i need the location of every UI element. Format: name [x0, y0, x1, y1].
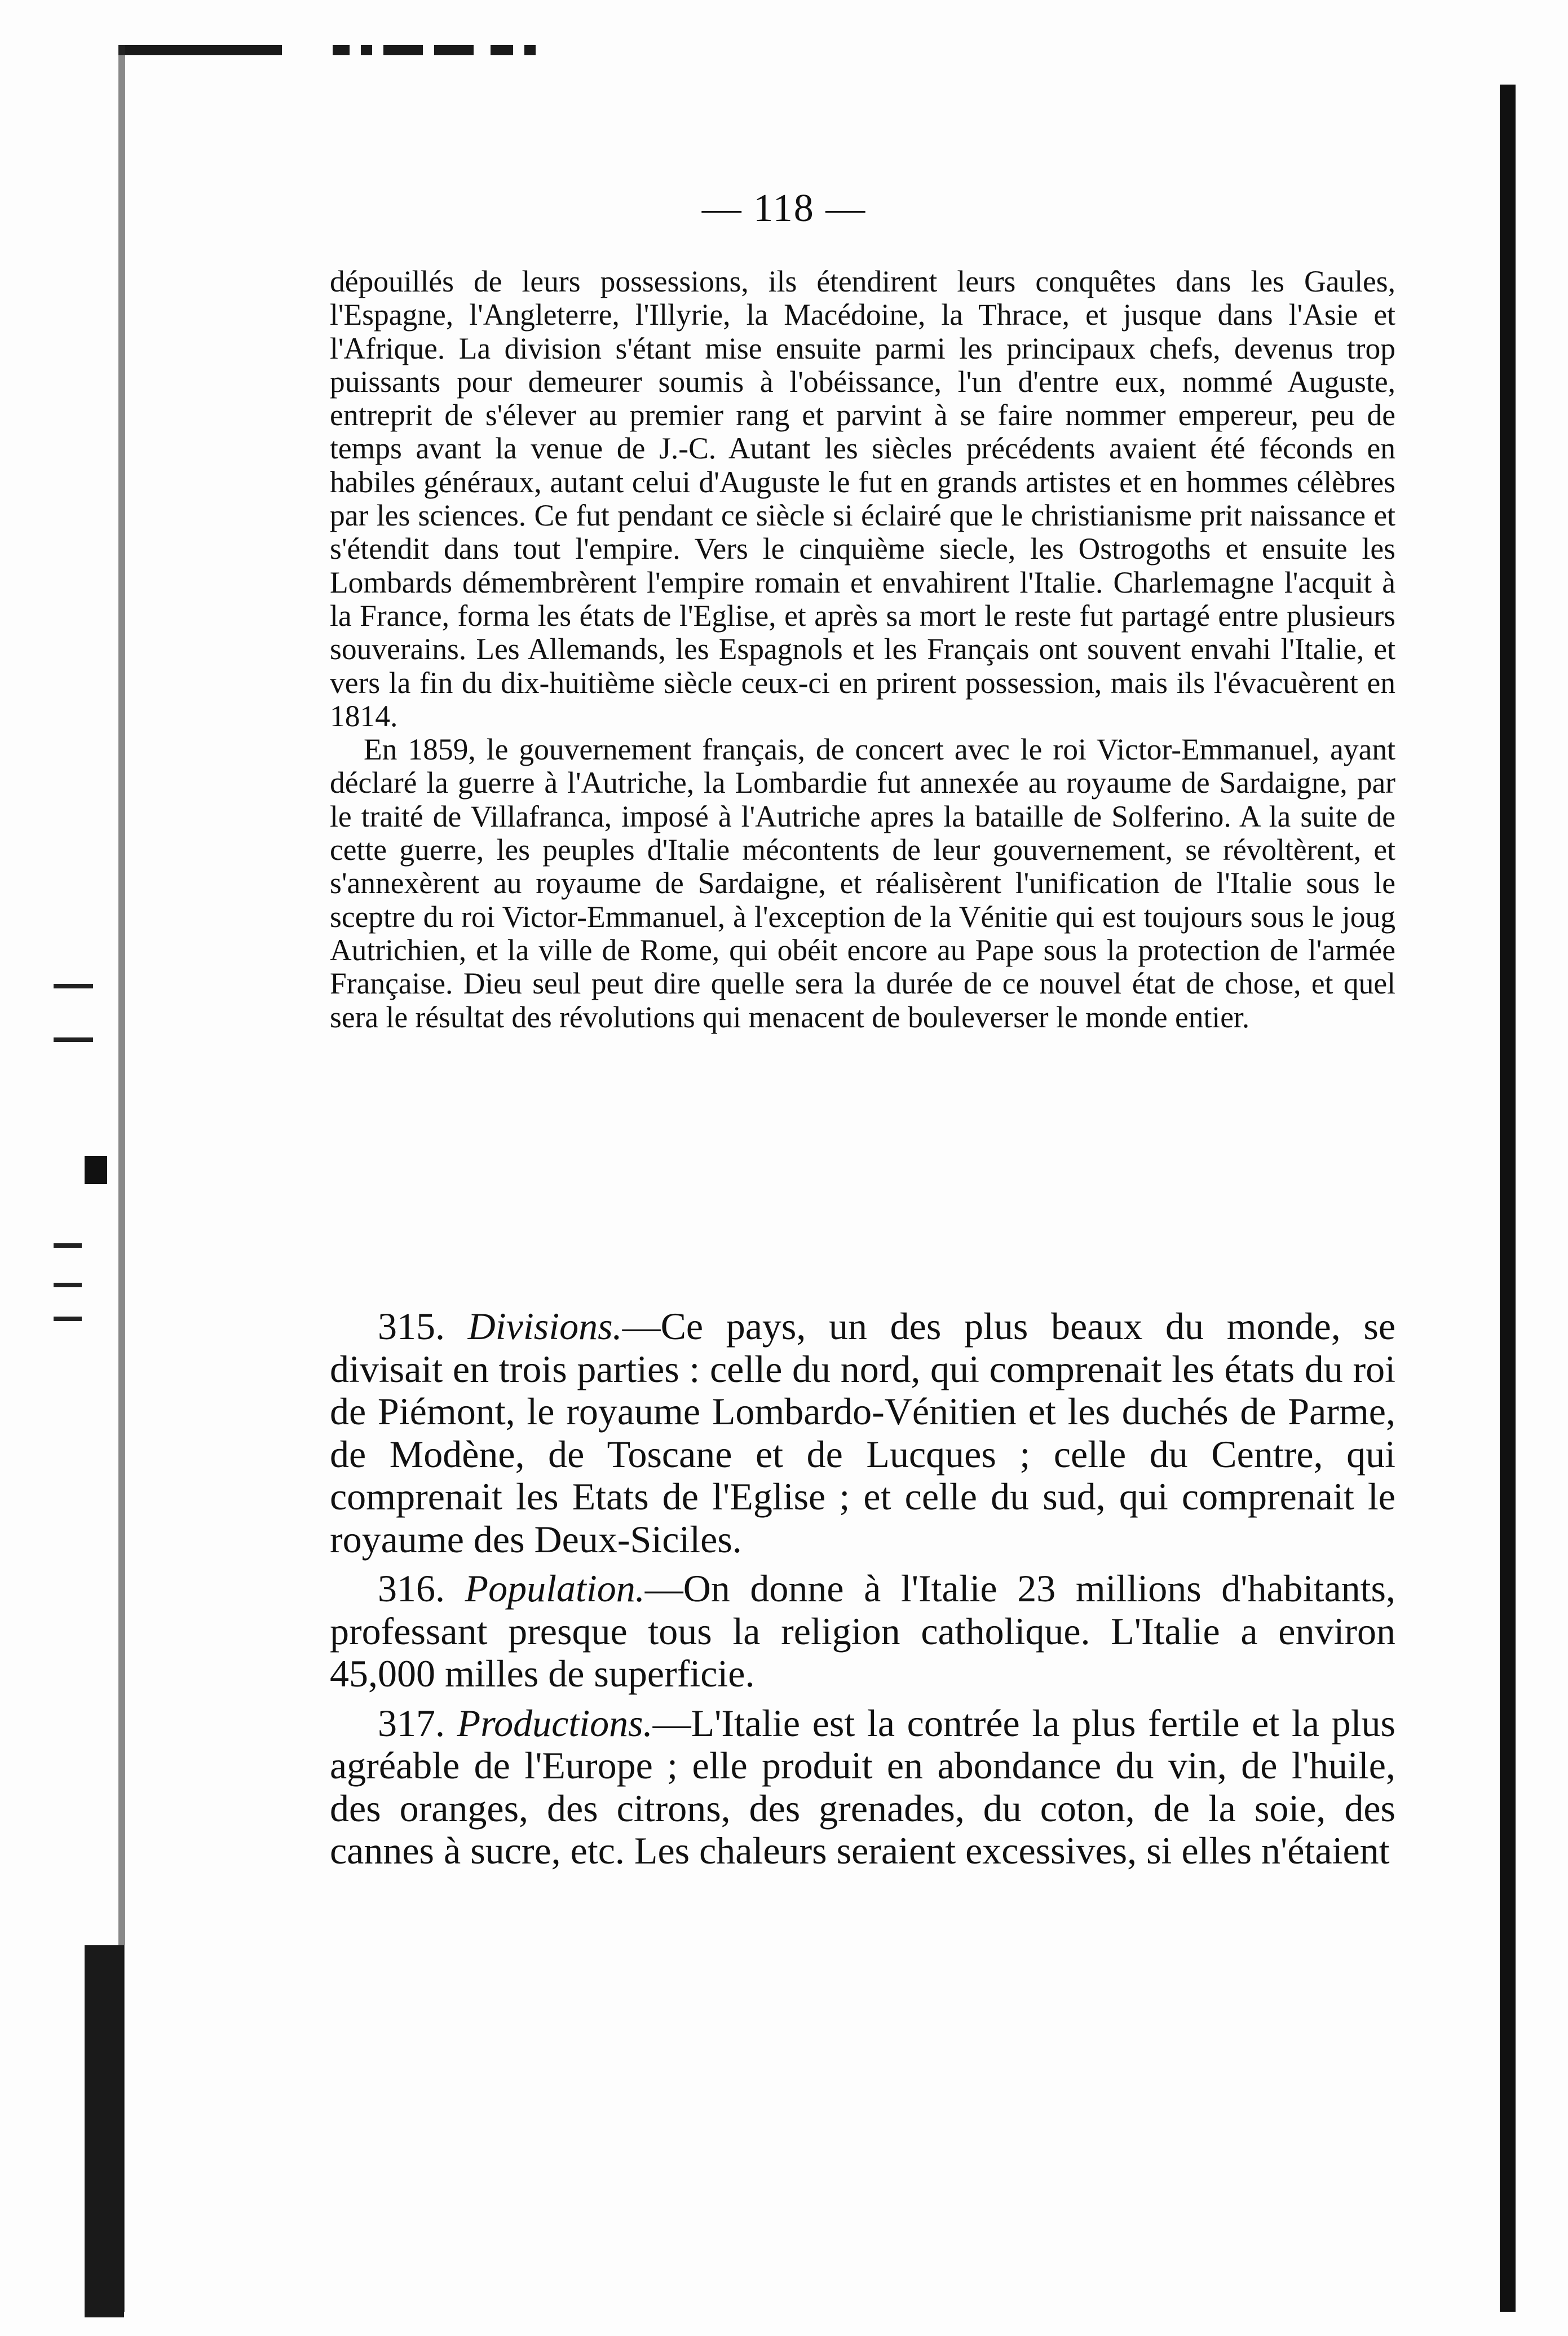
section-text: —On donne à l'Italie 23 millions d'habitants, professant presque tous la religion catholique. L'Italie a environ 45,000 milles de superficie. [330, 1567, 1396, 1695]
scan-top-mark [434, 45, 474, 55]
scan-left-block [85, 1156, 107, 1184]
section-number: 315. [378, 1305, 445, 1348]
section-316 [330, 1567, 1395, 1695]
scan-top-mark [361, 45, 372, 55]
numbered-sections [330, 1305, 1395, 1879]
scan-top-mark [383, 45, 423, 55]
section-number: 316. [378, 1567, 445, 1610]
section-315 [330, 1305, 1395, 1561]
section-heading: Population. [465, 1567, 645, 1610]
section-text: —Ce pays, un des plus beaux du monde, se divisait en trois parties : celle du nord, qui comprenait les états du roi de Piémont, le royaume Lombardo-Vénitien et les duchés de Parme, de Modène, de Toscane et de Lucques ; celle du Centre, qui comprenait les Etats de l'Eglise ; et celle du sud, qui comprenait le royaume des Deux-Siciles. [330, 1305, 1396, 1561]
scan-top-mark [524, 45, 536, 55]
scan-left-mark [54, 1317, 82, 1321]
scan-left-mark [54, 1283, 82, 1287]
page-number: — 118 — [701, 187, 867, 230]
paragraph: En 1859, le gouvernement français, de concert avec le roi Victor-Emmanuel, ayant déclaré la guerre à l'Autriche, la Lombardie fut annexée au royaume de Sardaigne, par le traité de Villafranca, imposé à l'Autriche apres la bataille de Solferino. A la suite de cette guerre, les peuples d'Italie mécontents de leur gouvernement, se révoltèrent, et s'annexèrent au royaume de Sardaigne, et réalisèrent l'unification de l'Italie sous le sceptre du roi Victor-Emmanuel, à l'exception de la Vénitie qui est toujours sous le joug Autrichien, et la ville de Rome, qui obéit encore au Pape sous la protection de l'armée Française. Dieu seul peut dire quelle sera la durée de ce nouvel état de chose, et quel sera le résultat des révolutions qui menacent de bouleverser le monde entier. [330, 732, 1395, 1034]
section-heading: Divisions. [467, 1305, 622, 1348]
scan-left-mark [54, 984, 93, 988]
section-heading: Productions. [457, 1701, 653, 1745]
paragraph: dépouillés de leurs possessions, ils étendirent leurs conquêtes dans les Gaules, l'Espagne, l'Angleterre, l'Illyrie, la Macédoine, la Thrace, et jusque dans l'Asie et l'Afrique. La division s'étant mise ensuite parmi les principaux chefs, devenus trop puissants pour demeurer soumis à l'obéissance, l'un d'entre eux, nommé Auguste, entreprit de s'élever au premier rang et parvint à se faire nommer empereur, peu de temps avant la venue de J.-C. Autant les siècles précédents avaient été féconds en habiles généraux, autant celui d'Auguste le fut en grands artistes et en hommes célèbres par les sciences. Ce fut pendant ce siècle si éclairé que le christianisme prit naissance et s'étendit dans tout l'empire. Vers le cinquième siecle, les Ostrogoths et ensuite les Lombards démembrèrent l'empire romain et envahirent l'Italie. Charlemagne l'acquit à la France, forma les états de l'Eglise, et après sa mort le reste fut partagé entre plusieurs souverains. Les Allemands, les Espagnols et les Français ont souvent envahi l'Italie, et vers la fin du dix-huitième siècle ceux-ci en prirent possession, mais ils l'évacuèrent en 1814. [330, 264, 1395, 733]
scan-top-mark [333, 45, 350, 55]
scan-binding-shadow [85, 1945, 124, 2317]
section-number: 317. [378, 1701, 445, 1745]
scan-top-edge [118, 45, 282, 55]
scan-left-mark [54, 1037, 93, 1042]
scan-left-mark [54, 1243, 82, 1248]
small-text-block [330, 265, 1395, 1034]
scan-right-edge [1500, 85, 1516, 2312]
section-text: —L'Italie est la contrée la plus fertile et la plus agréable de l'Europe ; elle produit en abondance du vin, de l'huile, des oranges, des citrons, des grenades, du coton, de la soie, des cannes à sucre, etc. Les chaleurs seraient excessives, si elles n'étaient [330, 1701, 1396, 1872]
scan-top-mark [491, 45, 513, 55]
section-317 [330, 1702, 1395, 1873]
